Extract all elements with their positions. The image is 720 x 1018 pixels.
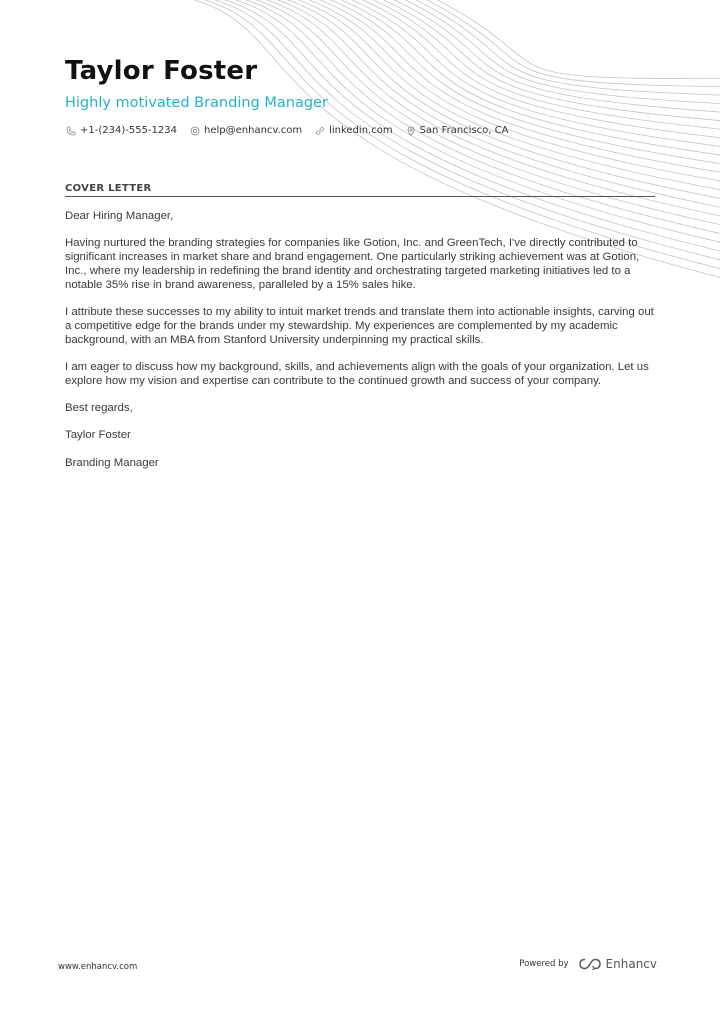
letter-paragraph-1: Having nurtured the branding strategies for companies like Gotion, Inc. and GreenTech, I've directly contributed to significant increases in market share and brand engagement. One particularly striking achievement was at Gotion, Inc., where my leadership in redefining the brand identity and orchestrating targeted marketing initiatives led to a notable 35% rise in brand awareness, paralleled by a 15% sales hike. (65, 237, 640, 291)
wave-line (395, 0, 720, 105)
powered-by-label: Powered by (519, 959, 569, 969)
contact-email-text: help@enhancv.com (204, 125, 303, 136)
section-title-cover-letter: COVER LETTER (65, 183, 152, 194)
brand-logo[interactable] (579, 957, 657, 971)
letter-signature-title: Branding Manager (65, 456, 159, 469)
footer-website-link[interactable]: www.enhancv.com (58, 962, 138, 972)
wave-line (362, 0, 720, 132)
at-icon (190, 126, 200, 136)
section-divider (65, 196, 655, 197)
location-pin-icon (406, 126, 416, 136)
wave-line (406, 0, 720, 96)
wave-line (384, 0, 720, 114)
contact-linkedin[interactable] (315, 125, 392, 136)
contact-phone-text: +1-(234)-555-1234 (80, 125, 177, 136)
contact-phone[interactable] (66, 125, 177, 136)
powered-by-block (519, 957, 657, 971)
wave-line (318, 0, 720, 168)
contact-location (406, 125, 509, 136)
brand-name: Enhancv (605, 957, 657, 971)
link-icon (315, 126, 325, 136)
letter-body (65, 210, 657, 484)
candidate-headline: Highly motivated Branding Manager (65, 95, 328, 111)
wave-line (351, 0, 720, 141)
letter-paragraph-3: I am eager to discuss how my background, skills, and achievements align with the goals of your organization. Let us explore how my vision and expertise can contribute to the continued growth and success of your company. (65, 360, 649, 387)
letter-signature-name: Taylor Foster (65, 429, 131, 442)
contact-linkedin-text: linkedin.com (329, 125, 393, 136)
wave-line (307, 0, 720, 177)
wave-line (296, 0, 720, 186)
letter-paragraph-2: I attribute these successes to my ability to intuit market trends and translate them into actionable insights, carving out a competitive edge for the brands under my stewardship. My experiences are complemented by my academic background, with an MBA from Stanford University underpinning my practical skills. (65, 305, 654, 346)
letter-greeting: Dear Hiring Manager, (65, 210, 174, 222)
wave-line (428, 0, 720, 78)
wave-line (263, 0, 720, 213)
wave-line (252, 0, 720, 222)
contact-location-text: San Francisco, CA (419, 125, 509, 136)
phone-icon (66, 126, 76, 136)
wave-line (230, 0, 720, 240)
wave-line (274, 0, 720, 204)
contact-email[interactable] (190, 125, 302, 136)
wave-line (285, 0, 720, 195)
candidate-name: Taylor Foster (65, 56, 258, 86)
contact-info-row (66, 125, 508, 136)
enhancv-logo-icon (579, 958, 601, 970)
wave-line (417, 0, 720, 87)
wave-line (373, 0, 720, 123)
letter-closing: Best regards, (65, 401, 133, 414)
